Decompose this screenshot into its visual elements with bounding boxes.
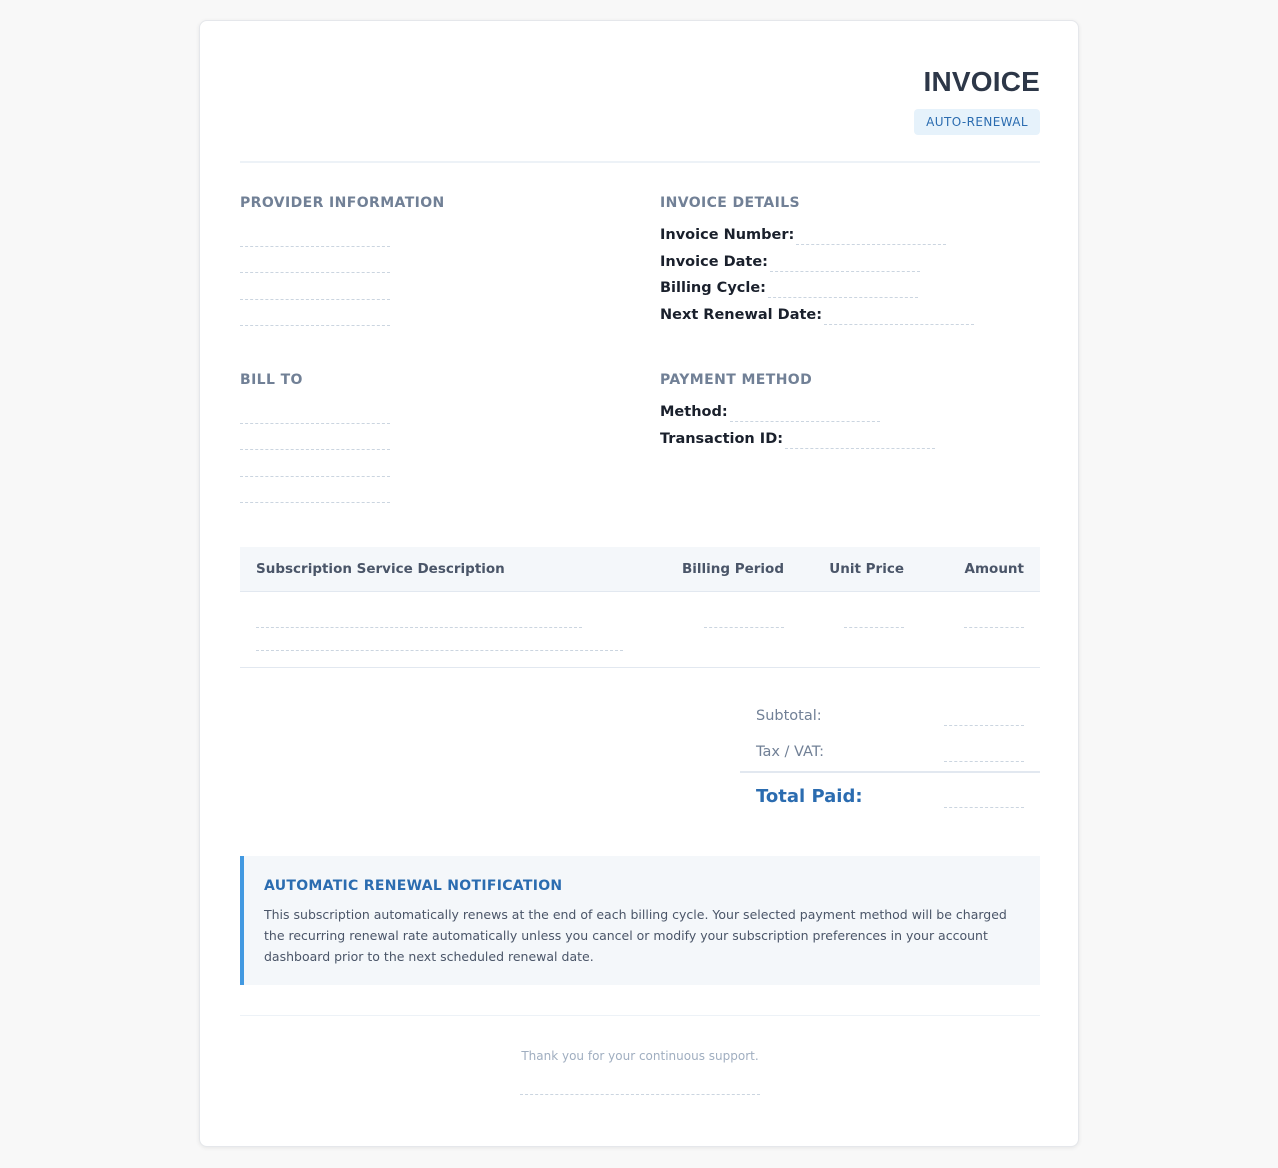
column-description: Subscription Service Description — [256, 561, 505, 577]
invoice-date-field — [660, 254, 920, 272]
invoice-number-field — [660, 227, 946, 245]
method-label: Method: — [660, 404, 728, 420]
billing-period-blank — [704, 627, 784, 628]
column-billing-period: Billing Period — [681, 561, 784, 577]
thank-you-message: Thank you for your continuous support. — [521, 1049, 759, 1063]
amount-blank — [964, 627, 1024, 628]
tax-vat-blank — [944, 761, 1024, 762]
bill-to-heading: BILL TO — [240, 372, 303, 388]
description-blank-2 — [256, 650, 623, 651]
total-paid-label: Total Paid: — [756, 786, 863, 807]
subtotal-label: Subtotal: — [756, 708, 822, 724]
provider-line-1 — [240, 246, 390, 247]
invoice-date-label: Invoice Date: — [660, 254, 768, 270]
column-amount: Amount — [964, 561, 1024, 577]
notice-body: This subscription automatically renews at the end of each billing cycle. Your selected payment method will be charged the recurring renewal rate automatically unless you cancel or modify your subscription preferences in your account dashboard prior to the next scheduled renewal date. — [264, 907, 1007, 964]
invoice-number-label: Invoice Number: — [660, 227, 795, 243]
description-blank-1 — [256, 627, 582, 628]
header-divider — [240, 161, 1040, 163]
transaction-id-blank — [785, 434, 935, 449]
method-field — [660, 404, 880, 422]
footer-divider — [240, 1015, 1040, 1016]
billing-cycle-blank — [768, 283, 918, 298]
notice-title: AUTOMATIC RENEWAL NOTIFICATION — [264, 878, 563, 894]
table-bottom-divider — [240, 667, 1040, 668]
method-blank — [730, 407, 880, 422]
billing-cycle-label: Billing Cycle: — [660, 280, 766, 296]
column-unit-price: Unit Price — [829, 561, 904, 577]
bill-to-line-2 — [240, 449, 390, 450]
bill-to-line-3 — [240, 476, 390, 477]
next-renewal-date-label: Next Renewal Date: — [660, 307, 823, 323]
next-renewal-date-blank — [824, 310, 974, 325]
invoice-date-blank — [770, 257, 920, 272]
transaction-id-field — [660, 431, 935, 449]
line-items-table-header — [240, 547, 1040, 592]
invoice-number-blank — [796, 230, 946, 245]
provider-line-2 — [240, 272, 390, 273]
next-renewal-date-field — [660, 307, 974, 325]
invoice-title: INVOICE — [923, 66, 1040, 97]
billing-cycle-field — [660, 280, 918, 298]
invoice-card — [199, 20, 1079, 1147]
provider-information-heading: PROVIDER INFORMATION — [240, 195, 445, 211]
auto-renewal-badge: AUTO-RENEWAL — [914, 109, 1040, 135]
provider-line-4 — [240, 325, 390, 326]
tax-vat-label: Tax / VAT: — [756, 744, 824, 760]
total-paid-blank — [944, 807, 1024, 808]
invoice-details-heading: INVOICE DETAILS — [660, 195, 801, 211]
total-divider — [740, 771, 1040, 773]
bill-to-line-4 — [240, 502, 390, 503]
payment-method-heading: PAYMENT METHOD — [660, 372, 813, 388]
unit-price-blank — [844, 627, 904, 628]
automatic-renewal-notice — [240, 856, 1040, 985]
signature-blank — [520, 1094, 760, 1095]
subtotal-blank — [944, 725, 1024, 726]
transaction-id-label: Transaction ID: — [660, 431, 784, 447]
bill-to-line-1 — [240, 423, 390, 424]
provider-line-3 — [240, 299, 390, 300]
